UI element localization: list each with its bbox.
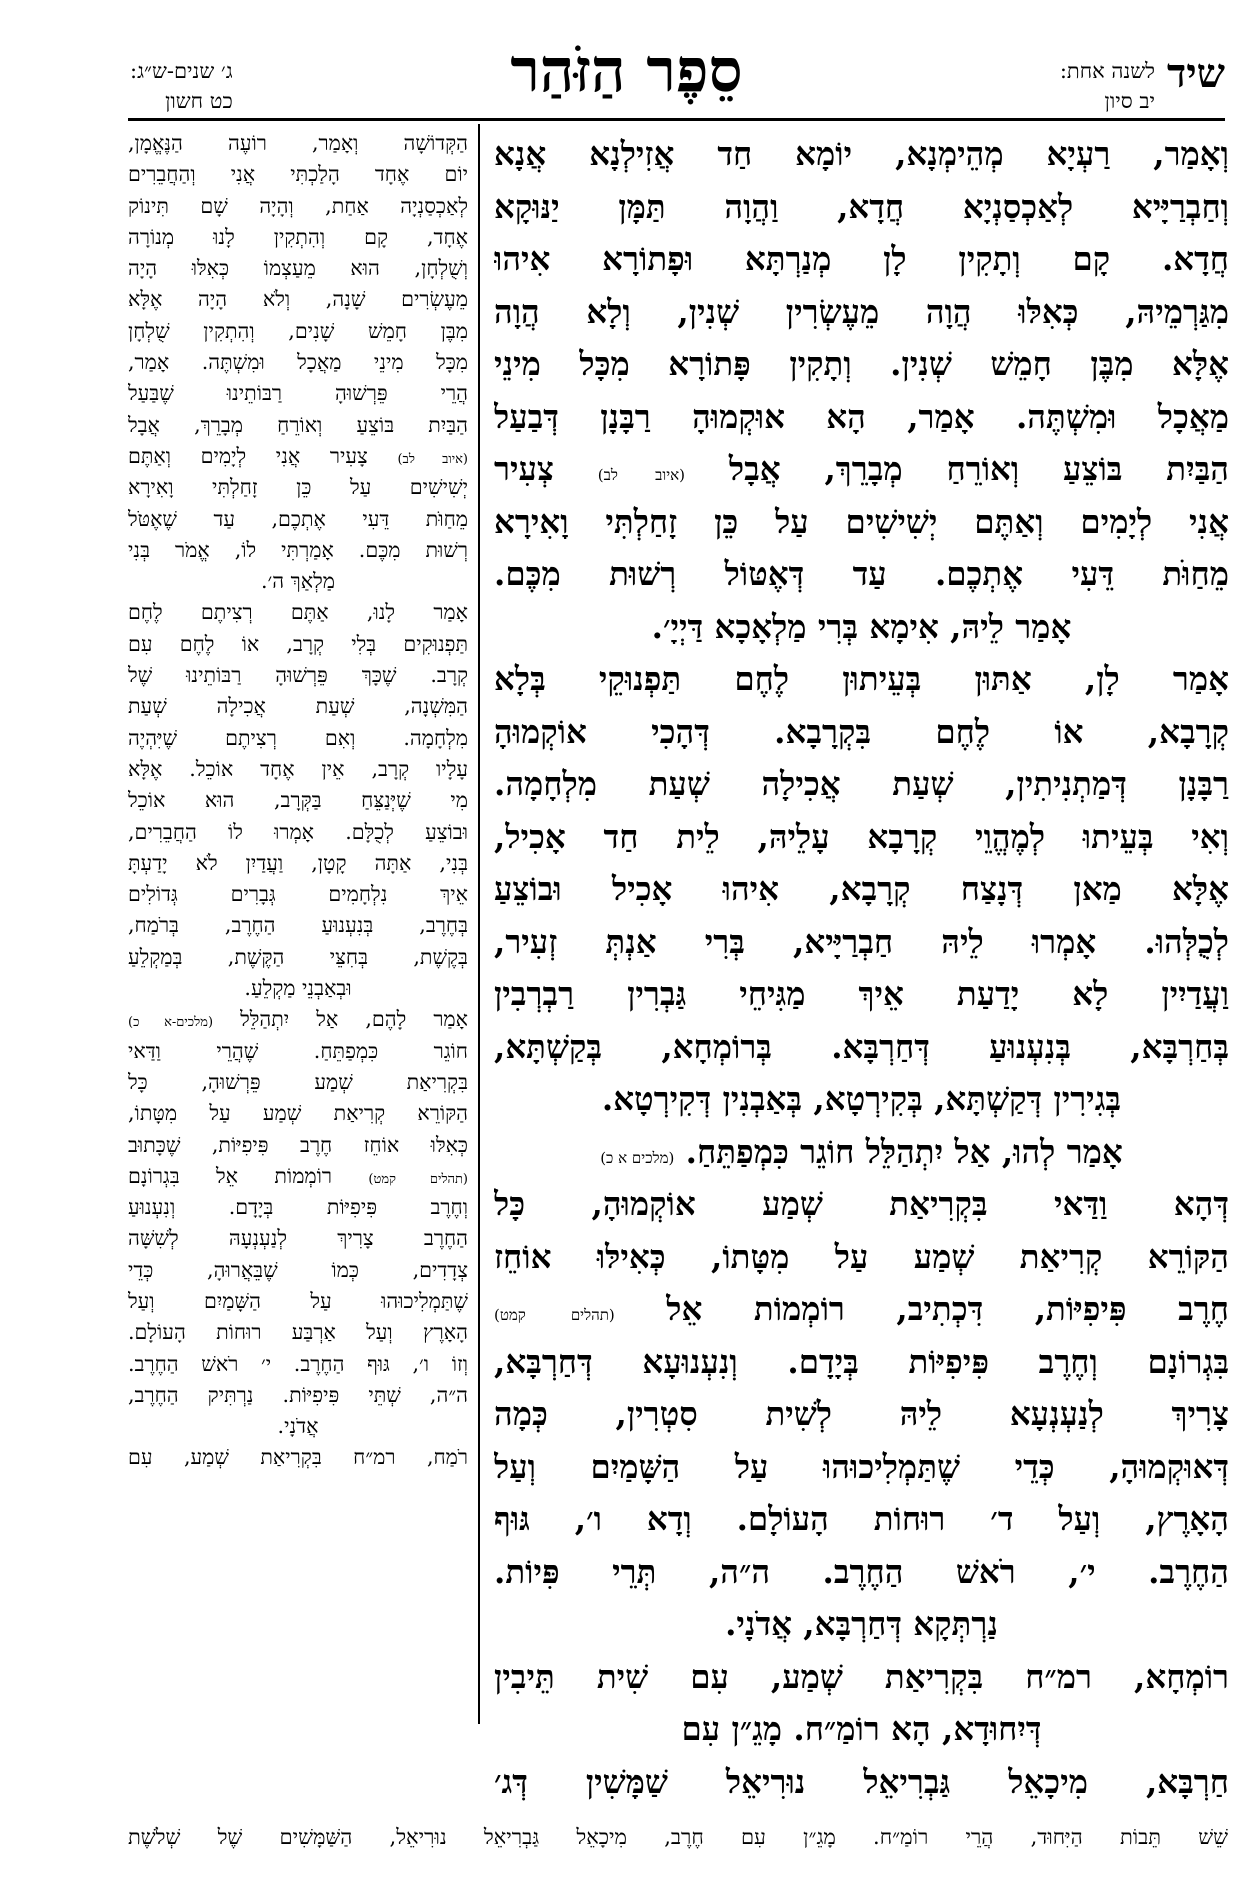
main-line: הַחֶרֶב. י׳, רֹאשׁ הַחֶרֶב. ה״ה, תְּרֵי פִּיוֹת. — [494, 1551, 1229, 1591]
side-line: יְשִׁישִׁים עַל כֵּן זָחַלְתִּי וָאִירָא — [128, 475, 468, 500]
side-line: הַחֶרֶב צָרִיךְ לְנַעְנְעָהּ לְשִׁשָּׁה — [128, 1226, 468, 1251]
side-line: מִי שֶׁיְּנַצֵּחַ בַּקְּרָב, הוּא אוֹכֵל — [128, 788, 468, 813]
side-line: שֶׁתַּמְלִיכוּהוּ עַל הַשָּׁמַיִם וְעַל — [128, 1288, 468, 1313]
main-line: הָאָרֶץ, וְעַל ד׳ רוּחוֹת הָעוֹלָם. וְדָא ו׳, גּוּף — [494, 1499, 1229, 1538]
header-left-line2: כט חשון — [165, 89, 233, 113]
main-line: צָרִיךְ לְנַעְנְעָא לֵיהּ לְשִׁית סִטְרִין, כְּמָה — [494, 1394, 1229, 1433]
side-line: ה״ה, שְׁתֵּי פִּיפִיּוֹת. נַרְתִּיק הַחֶרֶב, — [128, 1382, 468, 1407]
main-text-column — [494, 128, 1229, 1801]
main-line: דְּהָא וַדַּאי בִּקְרִיאַת שְׁמַע אוֹקְמוּהָ, כָּל — [494, 1184, 1229, 1223]
main-line: אֶלָּא מִבֶּן חָמֵשׁ שְׁנִין. וְתָקִין פָּתוֹרָא מִכָּל מִינֵי — [494, 344, 1229, 383]
main-line: קְרָבָא, אוֹ לֶחֶם בִּקְרָבָא. דְּהָכִי אוֹקְמוּהָ — [494, 711, 1229, 751]
main-line: מֵחַוֺּת דֵּעִי אֶתְכֶם. עַד דְּאֶטּוֹל רְשׁוּת מִכֶּם. — [494, 554, 1229, 593]
side-line: אֶחָד, קָם וְהִתְקִין לָנוּ מְנוֹרָה — [128, 224, 468, 249]
side-line: צְדָדִים, כְּמוֹ שֶׁבֵּאֲרוּהָ, כְּדֵי — [128, 1257, 468, 1282]
side-line-with-ref — [128, 1161, 468, 1192]
verse-ref-job: (איוב לב) — [597, 466, 686, 484]
side-line: אָמַר לָנוּ, אַתֶּם רְצִיתֶם לֶחֶם — [128, 600, 468, 625]
main-line-text: חֶרֶב פִּיפִיּוֹת, דִּכְתִיב, רוֹמְמוֹת אֵל — [666, 1289, 1229, 1328]
side-line: אֲדֹנָי. — [277, 1414, 319, 1439]
main-line-text: הַבַּיִת בּוֹצֵעַ וְאוֹרֵחַ מְבָרֵךְ, אֲבָל — [728, 449, 1229, 488]
side-line: בְּחֶרֶב, בְּנִעְנוּעַ הַחֶרֶב, בְּרֹמַח, — [128, 913, 468, 938]
page-number: שיד — [1166, 50, 1225, 97]
header-left-note — [130, 56, 233, 116]
main-line: בְּגִירִין דְּקַשְׁתָּא, בְּקִירְטָא, בְּאַבְנִין דְּקִירְטָא. — [601, 1079, 1122, 1118]
main-line: דְּיִחוּדָא, הָא רוֹמַ״ח. מָגֵ״ן עִם — [681, 1709, 1042, 1748]
main-line: מַאֲכָל וּמִשְׁתֶּה. אָמַר, הָא אוּקְמוּהָ רַבָּנָן דְּבַעַל — [494, 396, 1229, 436]
side-verse-ref-psalms: (תהלים קמט) — [368, 1171, 468, 1187]
side-line: הַבַּיִת בּוֹצֵעַ וְאוֹרֵחַ מְבָרֵךְ, אֲבָל — [128, 412, 468, 437]
main-line: נַרְתְּקָא דְּחַרְבָּא, אֲדֹנָי. — [725, 1604, 998, 1643]
main-line: לְכֻלְּהוּ. אָמְרוּ לֵיהּ חַבְרַיָּיא, בְּרִי אַנְתְּ זְעִיר, — [494, 921, 1229, 961]
main-line-with-ref — [494, 1283, 1229, 1336]
side-line: קְרָב. שֶׁכָּךְ פֵּרְשׁוּהָ רַבּוֹתֵינוּ שֶׁל — [128, 663, 468, 688]
side-line: מֵעֶשְׂרִים שָׁנָה, וְלֹא הָיָה אֶלָּא — [128, 287, 468, 312]
side-line: תַּפְנוּקִים בְּלִי קְרָב, אוֹ לֶחֶם עִם — [128, 631, 468, 656]
side-line: הַמִּשְׁנָה, שְׁעַת אֲכִילָה שְׁעַת — [128, 694, 468, 719]
main-line: דְּאוּקְמוּהָ, כְּדֵי שֶׁתַּמְלִיכוּהוּ עַל הַשָּׁמַיִם וְעַל — [494, 1446, 1229, 1486]
header-right-line2: יב סיון — [1104, 89, 1155, 113]
side-line: כְּאִלּוּ אוֹחֵז חֶרֶב פִּיפִיּוֹת, שֶׁכָּתוּב — [128, 1132, 468, 1157]
main-line: חַרְבָּא, מִיכָאֵל גַּבְרִיאֵל נוּרִיאֵל שַׁמָּשִׁין דְּג׳ — [494, 1761, 1229, 1801]
side-line: הַקּוֹרֵא קְרִיאַת שְׁמַע עַל מִטָּתוֹ, — [128, 1101, 468, 1126]
side-line-with-ref — [128, 1004, 468, 1035]
main-line: אֶלָּא מַאן דְּנָצַח קְרָבָא, אִיהוּ אָכִיל וּבוֹצֵעַ — [494, 869, 1229, 908]
side-line-text: אָמַר לָהֶם, אַל יִתְהַלֵּל — [240, 1007, 468, 1032]
side-line: עָלָיו קְרָב, אֵין אֶחָד אוֹכֵל. אֶלָּא — [128, 756, 468, 781]
verse-ref-kings: (מלכים א כ) — [600, 1148, 675, 1167]
side-line: מִכָּל מִינֵי מַאֲכָל וּמִשְׁתֶּה. אָמַר, — [128, 350, 468, 375]
main-line-with-ref — [494, 443, 1229, 496]
side-verse-ref-kings: (מלכים-א כ) — [128, 1015, 214, 1031]
main-line: בְּחַרְבָּא, בְּנִעְנוּעַ דְּחַרְבָּא. בְּרוֹמְחָא, בְּקַשְׁתָּא, — [494, 1026, 1229, 1066]
book-title: סֵפֶר הַזֹּהַר — [510, 36, 743, 106]
side-line: רֹמַח, רמ״ח בִּקְרִיאַת שְׁמַע, עִם — [128, 1445, 468, 1470]
footer-continuation: שֵׁשׁ תֵּבוֹת הַיִּחוּד, הֲרֵי רוֹמַ״ח. מָגֵ״ן עִם חֶרֶב, מִיכָאֵל גַּבְרִיאֵל נוּרִיאֵל, הַשַּׁמָּשִׁים שֶׁל שְׁלֹשֶׁת — [128, 1825, 1228, 1849]
header-left-line1: ג׳ שנים-ש״ג: — [130, 59, 233, 83]
header-rule — [128, 118, 1225, 121]
column-divider — [478, 124, 480, 1724]
side-line-text: רוֹמְמוֹת אֵל בִּגְרוֹנָם — [128, 1163, 333, 1188]
main-line-with-ref — [494, 1126, 1229, 1179]
side-line: אֵיךְ נִלְחָמִים גְּבָרִים גְּדוֹלִים — [128, 882, 468, 907]
side-line-with-ref — [128, 441, 468, 472]
main-line: מִגַּרְמֵיהּ, כְּאִלּוּ הֲוָה מֵעֶשְׂרִין שְׁנִין, וְלָא הֲוָה — [494, 291, 1229, 331]
main-line: וַעֲדַיִין לָא יָדַעַת אֵיךְ מַגִּיחֵי גַּבְרִין רַבְרְבִין — [494, 974, 1229, 1013]
main-line: אָמַר לֵיהּ, אִימָא בְּרִי מַלְאָכָא דַּיְיָ׳. — [651, 606, 1072, 646]
emphasized-word: צְעִיר — [494, 449, 554, 488]
side-line: הַקְּדוֹשָׁה וְאָמַר, רוֹעֶה הַנֶּאֱמָן, — [128, 131, 468, 155]
side-line: מֵחַוֺּת דֵּעִי אֶתְכֶם, עַד שֶׁאֶטֹּל — [128, 506, 468, 531]
side-line: יוֹם אֶחָד הָלַכְתִּי אֲנִי וְהַחֲבֵרִים — [128, 162, 468, 187]
side-line: וְשֻׁלְחָן, הוּא מֵעַצְמוֹ כְּאִלּוּ הָיָה — [128, 256, 468, 281]
header-right-line1: לשנה אחת: — [1059, 59, 1155, 83]
side-line-text: צָעִיר אֲנִי לְיָמִים וְאַתֶּם — [128, 443, 368, 468]
main-line: בִּגְרוֹנָם וְחֶרֶב פִּיפִיּוֹת בְּיָדָם. וְנִעְנוּעָא דְּחַרְבָּא, — [494, 1341, 1229, 1381]
side-line: בִּקְרִיאַת שְׁמַע פֵּרְשׁוּהָ, כָּל — [128, 1069, 468, 1094]
side-line: בְּקֶשֶׁת, בְּחִצֵּי הַקֶּשֶׁת, בְּמַקְלֵעַ — [128, 944, 468, 969]
main-line: רוֹמְחָא, רמ״ח בִּקְרִיאַת שְׁמַע, עִם שִׁית תֵּיבִין — [494, 1656, 1229, 1696]
side-line: הָאָרֶץ וְעַל אַרְבַּע רוּחוֹת הָעוֹלָם. — [128, 1320, 468, 1345]
main-line: אָמַר לָן, אַתּוּן בְּעֵיתוּן לֶחֶם תַּפְנוּקֵי בְּלָא — [494, 659, 1229, 698]
side-line: וּבְאַבְנֵי מַקְלֵעַ. — [244, 976, 352, 1001]
side-line: מִלְחָמָה. וְאִם רְצִיתֶם שֶׁיִּהְיֶה — [128, 725, 468, 750]
side-line: רְשׁוּת מִכֶּם. אָמַרְתִּי לוֹ, אֱמֹר בְּנִי — [128, 537, 468, 562]
side-line: מִבֶּן חָמֵשׁ שָׁנִים, וְהִתְקִין שֻׁלְחָן — [128, 318, 468, 343]
main-line: וְאָמַר, רַעְיָא מְהֵימְנָא, יוֹמָא חַד אֲזִילְנָא אֲנָא — [494, 134, 1229, 173]
side-line: וְחֶרֶב פִּיפִיּוֹת בְּיָדָם. וְנִעְנוּעַ — [128, 1195, 468, 1220]
side-line: הֲרֵי פֵּרְשׁוּהָ רַבּוֹתֵינוּ שֶׁבַּעַל — [128, 381, 468, 406]
main-line: הַקּוֹרֵא קְרִיאַת שְׁמַע עַל מִטָּתוֹ, כְּאִילּוּ אוֹחֵז — [494, 1236, 1229, 1276]
main-line-text: אָמַר לְהוּ, אַל יִתְהַלֵּל חוֹגֵר כִּמְפַתֵּחַ. — [685, 1131, 1123, 1171]
side-verse-ref-job: (איוב לב) — [397, 451, 468, 467]
main-line: וְחַבְרַיָּיא לְאַכְסַנְיָא חֲדָא, וַהֲוָה תַּמָּן יַנּוּקָא — [494, 186, 1229, 226]
side-line: וּבוֹצֵעַ לְכֻלָּם. אָמְרוּ לוֹ הַחֲבֵרִים, — [128, 819, 468, 844]
translation-column — [128, 128, 468, 1748]
side-line: חוֹגֵר כִּמְפַתֵּחַ. שֶׁהֲרֵי וַדַּאי — [128, 1038, 468, 1063]
side-line: וְזוֹ ו׳, גּוּף הַחֶרֶב. י׳ רֹאשׁ הַחֶרֶב. — [128, 1351, 468, 1376]
main-line: וְאִי בְּעֵיתוּ לְמֶהֱוֵי קְרָבָא עָלֵיהּ, לֵית חַד אָכִיל, — [494, 816, 1229, 856]
verse-ref-psalms: (תהלים קמט) — [494, 1306, 615, 1324]
side-line: בְּנִי, אַתָּה קָטָן, וַעֲדַיִן לֹא יָדַעְתָּ — [128, 850, 468, 875]
side-line: מַלְאַךְ ה׳. — [260, 569, 335, 594]
main-line: רַבָּנָן דְּמַתְנִיתִין, שְׁעַת אֲכִילָה שְׁעַת מִלְחָמָה. — [494, 764, 1229, 803]
side-line: לְאַכְסַנְיָה אַחַת, וְהָיָה שָׁם תִּינוֹק — [128, 193, 468, 218]
main-line: חֲדָא. קָם וְתָקִין לָן מְנַרְתָּא וּפָתוֹרָא אִיהוּ — [494, 239, 1229, 278]
page-header — [0, 0, 1253, 113]
main-line: אֲנִי לְיָמִים וְאַתֶּם יְשִׁישִׁים עַל כֵּן זָחַלְתִּי וָאִירָא — [494, 501, 1229, 541]
